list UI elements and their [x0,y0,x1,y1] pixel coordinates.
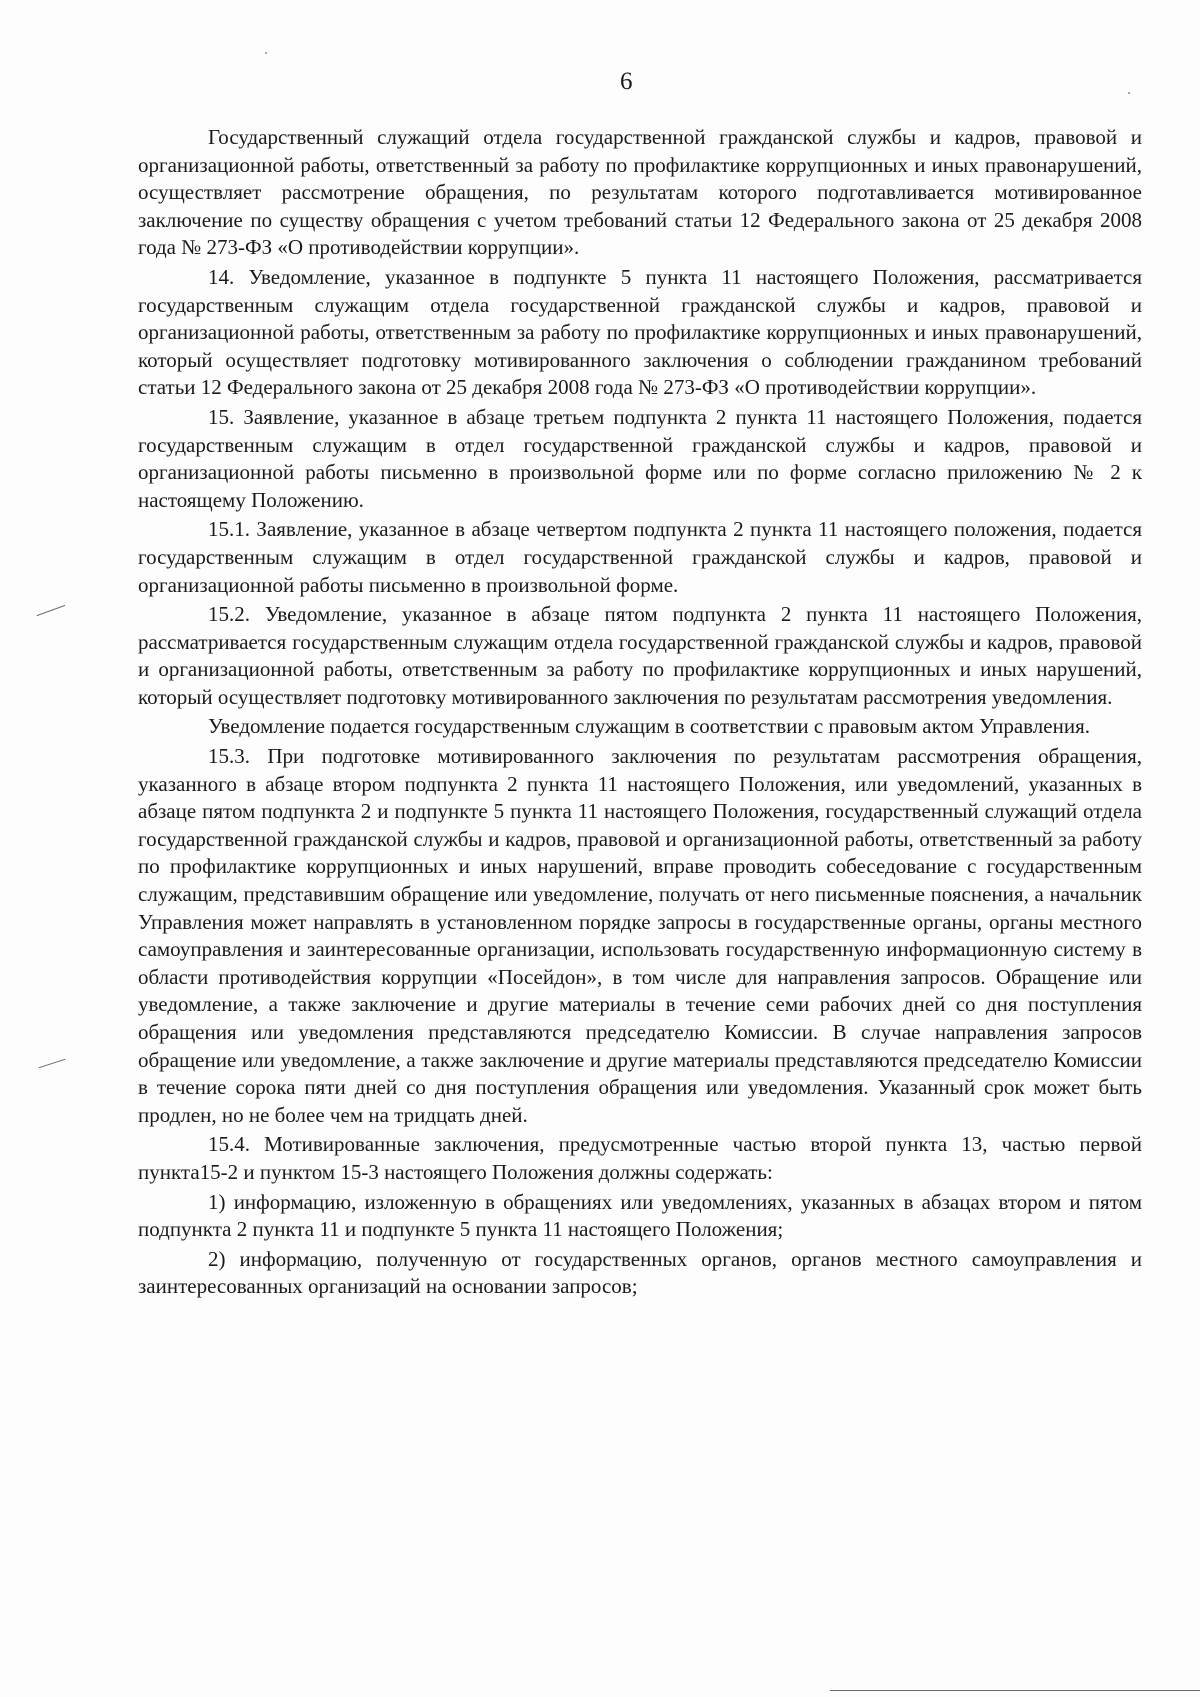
scan-speck [1128,92,1130,94]
paragraph: Государственный служащий отдела государственной гражданской службы и кадров, правовой и организационной работы, ответственный за работу по профилактике коррупционных и иных правонарушений, осуществляет рассмотрение обращения, по результатам которого подготавливается мотивированное заключение по существу обращения с учетом требований статьи 12 Федерального закона от 25 декабря 2008 года № 273-ФЗ «О противодействии коррупции». [138,125,1142,260]
page-number: 6 [620,68,633,95]
paragraph: 15.1. Заявление, указанное в абзаце четвертом подпункта 2 пункта 11 настоящего положения, подается государственным служащим в отдел государственной гражданской службы и кадров, правовой и организационной работы письменно в произвольной форме. [138,517,1142,597]
paragraph: 14. Уведомление, указанное в подпункте 5 пункта 11 настоящего Положения, рассматривается государственным служащим отдела государственной гражданской службы и кадров, правовой и организационной работы, ответственным за работу по профилактике коррупционных и иных правонарушений, который осуществляет подготовку мотивированного заключения о соблюдении гражданином требований статьи 12 Федерального закона от 25 декабря 2008 года № 273-ФЗ «О противодействии коррупции». [138,264,1142,400]
scan-artifact-left [37,605,66,616]
paragraph: 15.2. Уведомление, указанное в абзаце пятом подпункта 2 пункта 11 настоящего Положения, рассматривается государственным служащим отдела государственной гражданской службы и кадров, правовой и организационной работы, ответственным за работу по профилактике коррупционных и иных нарушений, который осуществляет подготовку мотивированного заключения по результатам рассмотрения уведомления. [138,602,1142,709]
scan-artifact-left [39,1059,66,1069]
paragraph: 2) информацию, полученную от государственных органов, органов местного самоуправления и заинтересованных организаций на основании запросов; [138,1246,1142,1299]
paragraph: Уведомление подается государственным служащим в соответствии с правовым актом Управления. [208,714,1090,739]
scan-speck [265,52,267,54]
paragraph: 15. Заявление, указанное в абзаце третьем подпункта 2 пункта 11 настоящего Положения, подается государственным служащим в отдел государственной гражданской службы и кадров, правовой и организационной работы письменно в произвольной форме или по форме согласно приложению № 2 к настоящему Положению. [138,404,1142,512]
paragraph: 15.4. Мотивированные заключения, предусмотренные частью второй пункта 13, частью первой пункта15-2 и пунктом 15-3 настоящего Положения должны содержать: [138,1132,1142,1184]
paragraph: 15.3. При подготовке мотивированного заключения по результатам рассмотрения обращения, указанного в абзаце втором подпункта 2 пункта 11 настоящего Положения, или уведомлений, указанных в абзаце пятом подпункта 2 и подпункте 5 пункта 11 настоящего Положения, государственный служащий отдела государственной гражданской службы и кадров, правовой и организационной работы, ответственный за работу по профилактике коррупционных и иных нарушений, вправе проводить собеседование с государственным служащим, представившим обращение или уведомление, получать от него письменные пояснения, а начальник Управления может направлять в установленном порядке запросы в государственные органы, органы местного самоуправления и заинтересованные организации, использовать государственную информационную систему в области противодействия коррупции «Посейдон», в том числе для направления запросов. Обращение или уведомление, а также заключение и другие материалы в течение семи рабочих дней со дня поступления обращения или уведомления представляются председателю Комиссии. В случае направления запросов обращение или уведомление, а также заключение и другие материалы представляются председателю Комиссии в течение сорока пяти дней со дня поступления обращения или уведомления. Указанный срок может быть продлен, но не более чем на тридцать дней. [138,744,1142,1127]
scan-artifact-bottom [830,1690,1200,1691]
paragraph: 1) информацию, изложенную в обращениях или уведомлениях, указанных в абзацах втором и пятом подпункта 2 пункта 11 и подпункте 5 пункта 11 настоящего Положения; [138,1189,1142,1242]
document-body [138,124,1142,1301]
